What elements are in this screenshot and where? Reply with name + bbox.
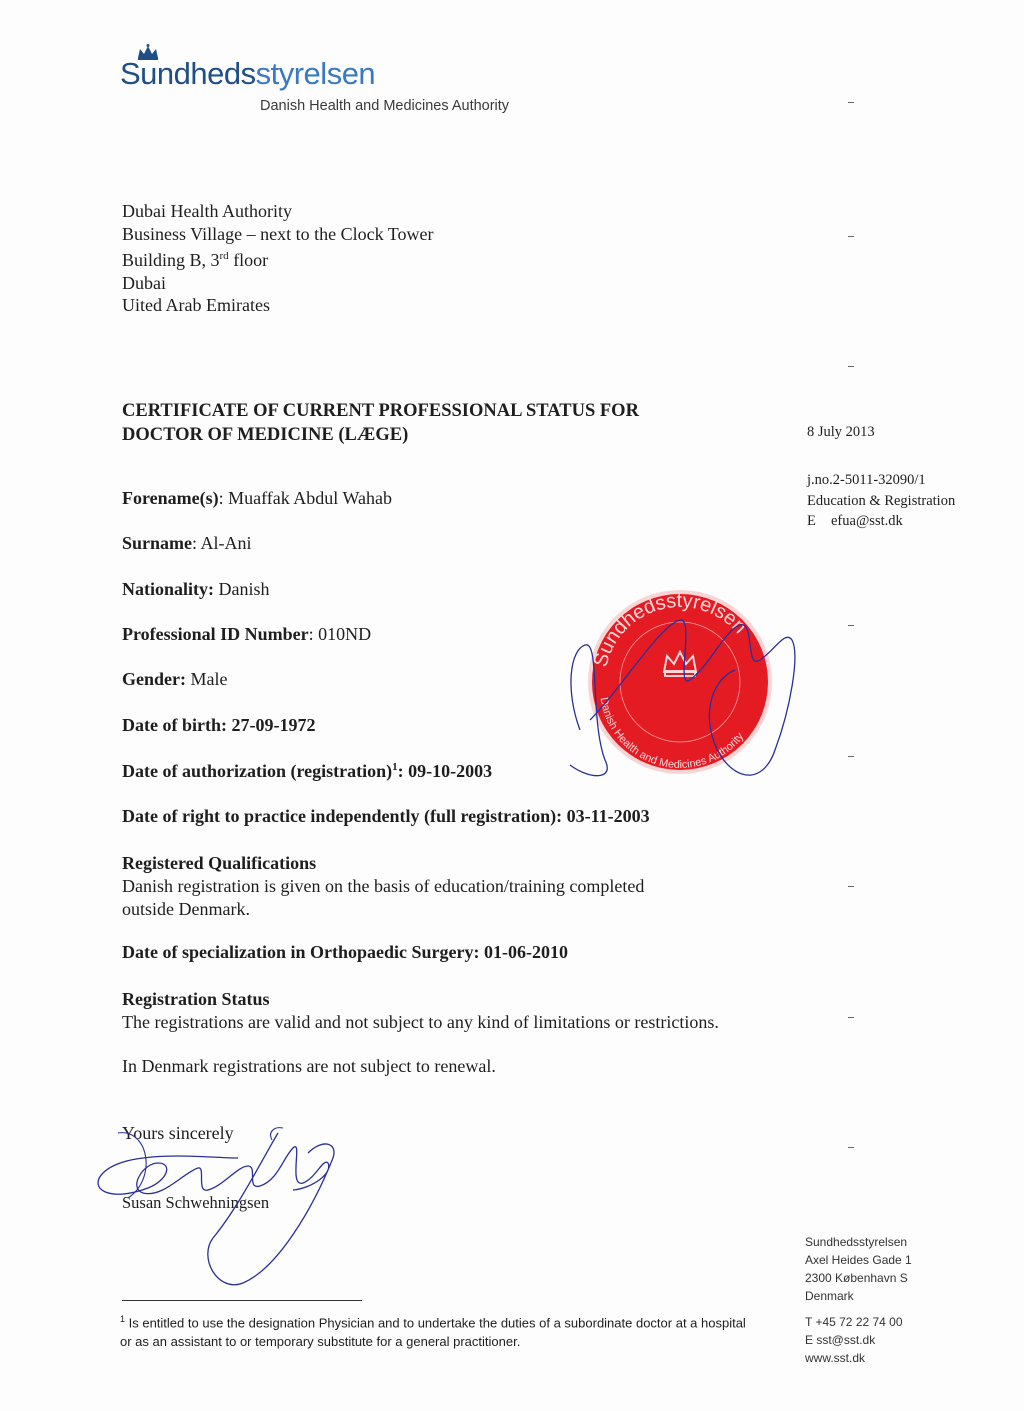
recipient-line: Uited Arab Emirates <box>122 295 270 315</box>
forename-value: : Muaffak Abdul Wahab <box>218 488 392 508</box>
qualifications-section <box>122 852 802 921</box>
margin-tick <box>848 102 854 103</box>
reference-block <box>807 470 955 532</box>
surname-value: : Al-Ani <box>192 533 252 553</box>
office-phone: T +45 72 22 74 00 <box>805 1315 903 1329</box>
margin-tick <box>848 625 854 626</box>
office-address <box>805 1233 912 1367</box>
gender-field <box>122 669 227 690</box>
footnote-rule <box>122 1300 362 1301</box>
qualifications-text: Danish registration is given on the basis of education/training completed outside Denmark. <box>122 876 645 919</box>
footnote-mark: 1 <box>120 1314 126 1324</box>
reference-number: j.no.2-5011-32090/1 <box>807 472 926 488</box>
stamp-bottom-text: Danish Health and Medicines Authority <box>597 696 747 772</box>
professional-id-label: Professional ID Number <box>122 624 309 644</box>
recipient-address <box>122 200 433 317</box>
recipient-line: Business Village – next to the Clock Tower <box>122 223 434 244</box>
margin-tick <box>848 756 854 757</box>
office-website[interactable]: www.sst.dk <box>805 1351 866 1365</box>
recipient-floor: floor <box>228 250 269 270</box>
footnote <box>120 1310 760 1351</box>
professional-id-value: : 010ND <box>308 624 372 644</box>
letter-date: 8 July 2013 <box>807 424 875 440</box>
authorization-label: Date of authorization (registration) <box>122 761 393 781</box>
nationality-value: Danish <box>214 579 270 599</box>
renewal-note: In Denmark registrations are not subject to renewal. <box>122 1056 496 1076</box>
forename-field <box>122 488 392 509</box>
gender-label: Gender: <box>122 669 186 689</box>
surname-label: Surname <box>122 533 193 553</box>
stamp-top-text: Sundhedsstyrelsen <box>589 589 751 670</box>
margin-tick <box>848 1147 854 1148</box>
document-title <box>122 399 742 447</box>
registration-status-text: The registrations are valid and not subject to any kind of limitations or restrictions. <box>122 1012 719 1032</box>
handwritten-signature <box>88 1118 348 1298</box>
signer-name: Susan Schwehningsen <box>122 1193 270 1212</box>
org-subtitle: Danish Health and Medicines Authority <box>260 98 510 114</box>
margin-tick <box>848 1017 854 1018</box>
org-name <box>120 56 375 92</box>
nationality-field <box>122 579 270 600</box>
official-stamp <box>560 570 800 790</box>
forename-label: Forename(s) <box>122 488 219 508</box>
date-of-authorization <box>122 761 492 782</box>
date-of-birth: Date of birth: 27-09-1972 <box>122 715 316 735</box>
recipient-building: Building B, 3 <box>122 250 220 270</box>
nationality-label: Nationality: <box>122 579 214 599</box>
qualifications-heading: Registered Qualifications <box>122 853 317 873</box>
office-email[interactable]: E sst@sst.dk <box>805 1333 876 1347</box>
contact-email <box>807 511 955 532</box>
salutation: Yours sincerely <box>122 1123 234 1143</box>
title-line-2: DOCTOR OF MEDICINE (LÆGE) <box>122 425 409 445</box>
office-name: Sundhedsstyrelsen <box>805 1235 908 1249</box>
department: Education & Registration <box>807 492 956 509</box>
org-name-part1: Sundheds <box>120 56 256 91</box>
email-label: E <box>807 513 816 529</box>
surname-field <box>122 533 252 554</box>
email-link[interactable]: efua@sst.dk <box>831 513 903 529</box>
date-of-full-registration: Date of right to practice independently (full registration): 03-11-2003 <box>122 806 650 826</box>
recipient-line: Dubai <box>122 272 166 293</box>
margin-tick <box>848 236 854 237</box>
recipient-line <box>122 245 433 272</box>
recipient-line: Dubai Health Authority <box>122 201 292 221</box>
footnote-text: Is entitled to use the designation Physician and to undertake the duties of a subordinate doctor at a hospital or as an assistant to or temporary substitute for a general practitioner. <box>120 1315 746 1349</box>
office-street: Axel Heides Gade 1 <box>805 1253 912 1267</box>
recipient-floor-sup: rd <box>219 250 229 262</box>
title-line-1: CERTIFICATE OF CURRENT PROFESSIONAL STATUS FOR <box>122 401 639 421</box>
margin-tick <box>848 366 854 367</box>
gender-value: Male <box>185 669 228 689</box>
margin-tick <box>848 886 854 887</box>
org-name-part2: styrelsen <box>255 56 376 91</box>
authorization-value: : 09-10-2003 <box>397 761 493 781</box>
footnote-ref: 1 <box>392 761 398 773</box>
date-of-specialization: Date of specialization in Orthopaedic Surgery: 01-06-2010 <box>122 942 568 962</box>
office-city: 2300 København S <box>805 1271 908 1285</box>
office-country: Denmark <box>805 1289 854 1303</box>
registration-status-heading: Registration Status <box>122 989 270 1009</box>
registration-status-section <box>122 988 802 1034</box>
professional-id-field <box>122 624 371 645</box>
